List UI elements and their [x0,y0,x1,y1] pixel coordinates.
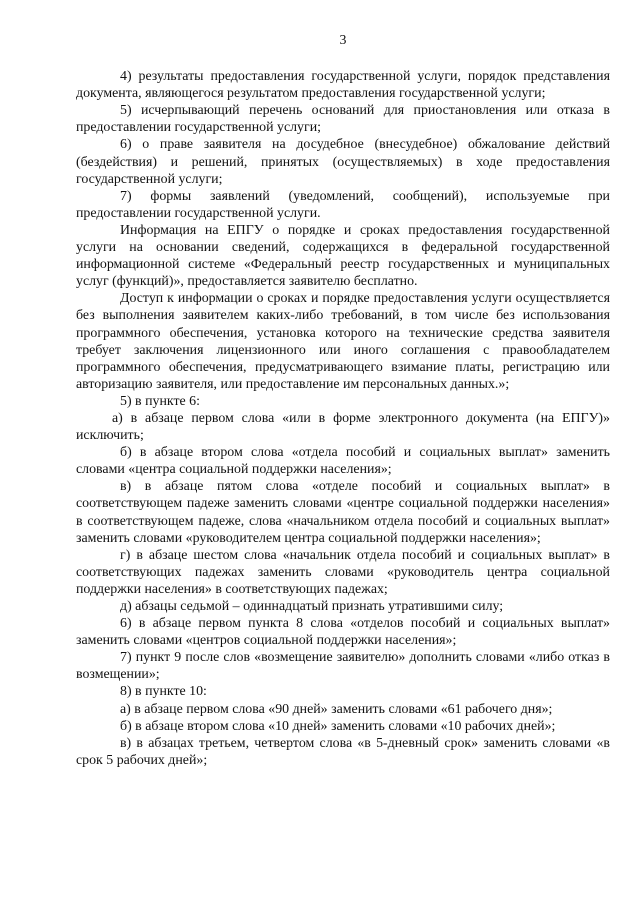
paragraph: г) в абзаце шестом слова «начальник отдела пособий и социальных выплат» в соответствующих падежах заменить словами «руководитель центра социальной поддержки населения» в соответствующих падежах; [76,547,610,597]
paragraph: Доступ к информации о сроках и порядке предоставления услуги осуществляется без выполнения заявителем каких-либо требований, в том числе без использования программного обеспечения, установка которого на технические средства заявителя требует заключения лицензионного или иного соглашения с правообладателем программного обеспечения, предусматривающего взимание платы, регистрацию или авторизацию заявителя, или предоставление им персональных данных.»; [76,291,610,392]
paragraph: 4) результаты предоставления государственной услуги, порядок представления документа, являющегося результатом предоставления государственной услуги; [76,69,610,102]
paragraph: а) в абзаце первом слова «или в форме электронного документа (на ЕПГУ)» исключить; [76,410,610,444]
paragraph: в) в абзаце пятом слова «отделе пособий и социальных выплат» в соответствующем падеже заменить словами «центре социальной поддержки населения» в соответствующем падеже, слова «начальником отдела пособий и социальных выплат» заменить словами «руководителем центра социальной поддержки населения»; [76,479,610,546]
page-number: 3 [339,33,347,48]
paragraph: в) в абзацах третьем, четвертом слова «в 5-дневный срок» заменить словами «в срок 5 рабочих дней»; [76,735,610,768]
paragraph: 6) о праве заявителя на досудебное (внесудебное) обжалование действий (бездействия) и решений, принятых (осуществляемых) в ходе предоставления государственной услуги; [76,137,610,187]
paragraph: д) абзацы седьмой – одиннадцатый признать утратившими силу; [120,599,504,614]
paragraph: б) в абзаце втором слова «10 дней» заменить словами «10 рабочих дней»; [120,718,556,734]
paragraph: Информация на ЕПГУ о порядке и сроках предоставления государственной услуги на основании сведений, содержащихся в федеральной государственной информационной системе «Федеральный реестр государственных и муниципальных услуг (функций)», предоставляется заявителю бесплатно. [76,222,610,290]
paragraph: 5) в пункте 6: [120,393,200,409]
paragraph: 6) в абзаце первом пункта 8 слова «отделов пособий и социальных выплат» заменить словами «центров социальной поддержки населения»; [76,616,610,649]
paragraph: 7) формы заявлений (уведомлений, сообщений), используемые при предоставлении государственной услуги. [76,188,610,221]
paragraph: а) в абзаце первом слова «90 дней» заменить словами «61 рабочего дня»; [120,701,553,717]
document-page [76,32,610,769]
paragraph: 8) в пункте 10: [120,684,207,700]
paragraph: 5) исчерпывающий перечень оснований для приостановления или отказа в предоставлении государственной услуги; [76,103,610,136]
paragraph: б) в абзаце втором слова «отдела пособий и социальных выплат» заменить словами «центра социальной поддержки населения»; [76,445,610,478]
paragraph: 7) пункт 9 после слов «возмещение заявителю» дополнить словами «либо отказ в возмещении»; [76,650,610,683]
